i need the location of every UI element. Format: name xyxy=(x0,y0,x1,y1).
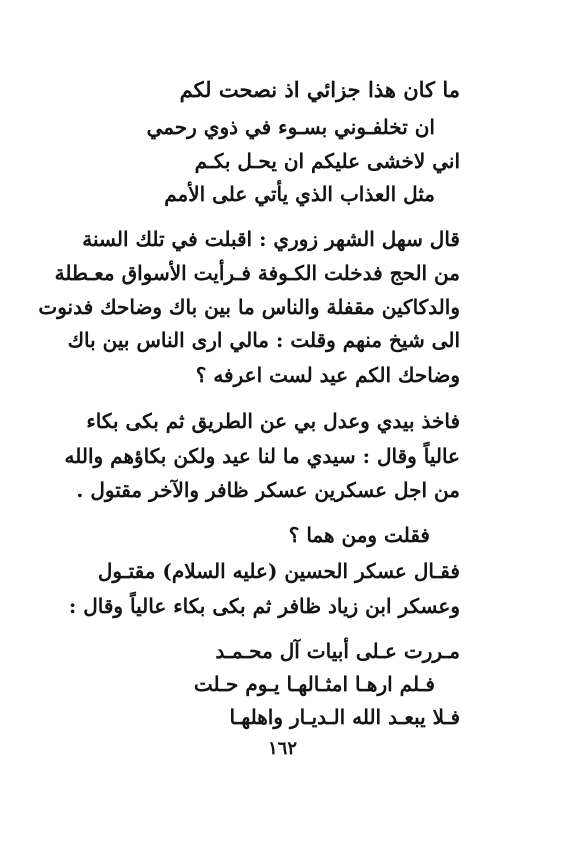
question-line: فقلت ومن هما ؟ xyxy=(288,523,430,547)
verse-line: اني لاخشى عليكم ان يحـل بكـم xyxy=(194,149,460,173)
paragraph-line: من الحج فدخلت الكـوفة فـرأيت الأسواق معـطلة xyxy=(54,261,460,285)
paragraph-line: عالياً وقال : سيدي ما لنا عيد ولكن بكاؤهم والله xyxy=(64,444,460,468)
paragraph-line: والدكاكين مقفلة والناس ما بين باك وضاحك فدنوت xyxy=(38,295,460,319)
verse-line: مثل العذاب الذي يأتي على الأمم xyxy=(164,182,435,206)
paragraph-line: الى شيخ منهم وقلت : مالي ارى الناس بين باك xyxy=(67,328,460,352)
verse-line: فـلا يبعـد الله الـديـار واهلهـا xyxy=(229,705,460,729)
verse-line: ما كان هذا جزائي اذ نصحت لكم xyxy=(179,77,460,102)
verse-line: مـررت عـلى أبيات آل محـمـد xyxy=(215,639,460,663)
paragraph-line: وعسكر ابن زياد ظافر ثم بكى بكاء عالياً وقال : xyxy=(68,594,460,618)
page-number: ١٦٢ xyxy=(267,738,297,759)
verse-line: ان تخلفـوني بسـوء في ذوي رحمي xyxy=(146,115,435,139)
paragraph-line: فقـال عسكر الحسين (عليه السلام) مقتـول xyxy=(97,559,460,583)
paragraph-line: من اجل عسكرين عسكر ظافر والآخر مقتول . xyxy=(76,478,460,502)
paragraph-line: قال سهل الشهر زوري : اقبلت في تلك السنة xyxy=(82,227,460,251)
verse-line: فـلم ارهـا امثـالهـا يـوم حـلت xyxy=(193,672,435,696)
paragraph-line: فاخذ بيدي وعدل بي عن الطريق ثم بكى بكاء xyxy=(86,409,460,433)
paragraph-line: وضاحك الكم عيد لست اعرفه ؟ xyxy=(195,363,460,387)
